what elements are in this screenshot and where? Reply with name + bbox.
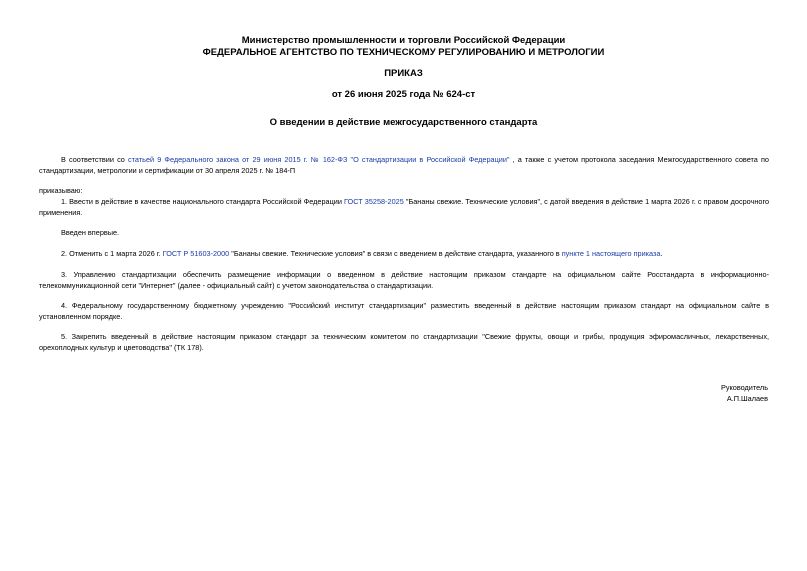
item-2-text-end: . [660,249,663,258]
ministry-title: Министерство промышленности и торговли Российской Федерации [241,35,566,46]
item-5-paragraph: 5. Закрепить введенный в действие настоящим приказом стандарт за техническим комитетом по стандартизации "Свежие фрукты, овощи и грибы, продукция эфиромасличных, лекарственных, орехоплодных культур и цветоводства" (ТК 178). [39,332,769,352]
order-title: ПРИКАЗ [384,68,423,79]
item-1-text-start: 1. Ввести в действие в качестве национального стандарта Российской Федерации [61,197,344,206]
item-4-paragraph: 4. Федеральному государственному бюджетному учреждению "Российский институт стандартизации" разместить введенный в действие настоящим приказом стандарт на официальном сайте в установленном порядке. [39,301,769,321]
signature-role: Руководитель [720,383,768,392]
agency-title: ФЕДЕРАЛЬНОЕ АГЕНТСТВО ПО ТЕХНИЧЕСКОМУ РЕГУЛИРОВАНИЮ И МЕТРОЛОГИИ [202,47,605,58]
gost-r-51603-link[interactable]: ГОСТ Р 51603-2000 [162,249,230,258]
item-3-paragraph: 3. Управлению стандартизации обеспечить размещение информации о введенном в действие настоящим приказом стандарте на официальном сайте Росстандарта в информационно-телекоммуникационной сети "Интернет" (далее - официальный сайт) с учетом законодательства о стандартизации. [39,270,769,290]
item-1-text-end: "Бананы свежие. Технические условия", с датой введения в действие 1 марта 2026 г. с правом досрочного применения. [39,197,770,217]
signature-name: А.П.Шалаев [726,394,768,403]
preamble-text-end: , а также с учетом протокола заседания Межгосударственного совета по стандартизации, метрологии и сертификации от 30 апреля 2025 г. № 184-П [39,155,769,175]
gost-35258-link[interactable]: ГОСТ 35258-2025 [344,197,404,206]
preamble-text-start: В соответствии со [61,155,128,164]
item-2-text-start: 2. Отменить с 1 марта 2026 г. [61,249,163,258]
order-subject: О введении в действие межгосударственного стандарта [269,117,538,128]
order-date: от 26 июня 2025 года № 624-ст [331,89,476,100]
law-link[interactable]: статьей 9 Федерального закона от 29 июня 2015 г. № 162-ФЗ "О стандартизации в Российской Федерации" [128,155,510,164]
introduced-note: Введен впервые. [61,228,120,237]
item-1-reference-link[interactable]: пункте 1 настоящего приказа [561,249,661,258]
item-1-paragraph [39,196,769,218]
item-2-paragraph [39,248,769,259]
item-2-text-middle: "Бананы свежие. Технические условия" в связи с введением в действие стандарта, указанного в [229,249,562,258]
preamble-paragraph [39,154,769,176]
order-word: приказываю: [39,186,83,195]
